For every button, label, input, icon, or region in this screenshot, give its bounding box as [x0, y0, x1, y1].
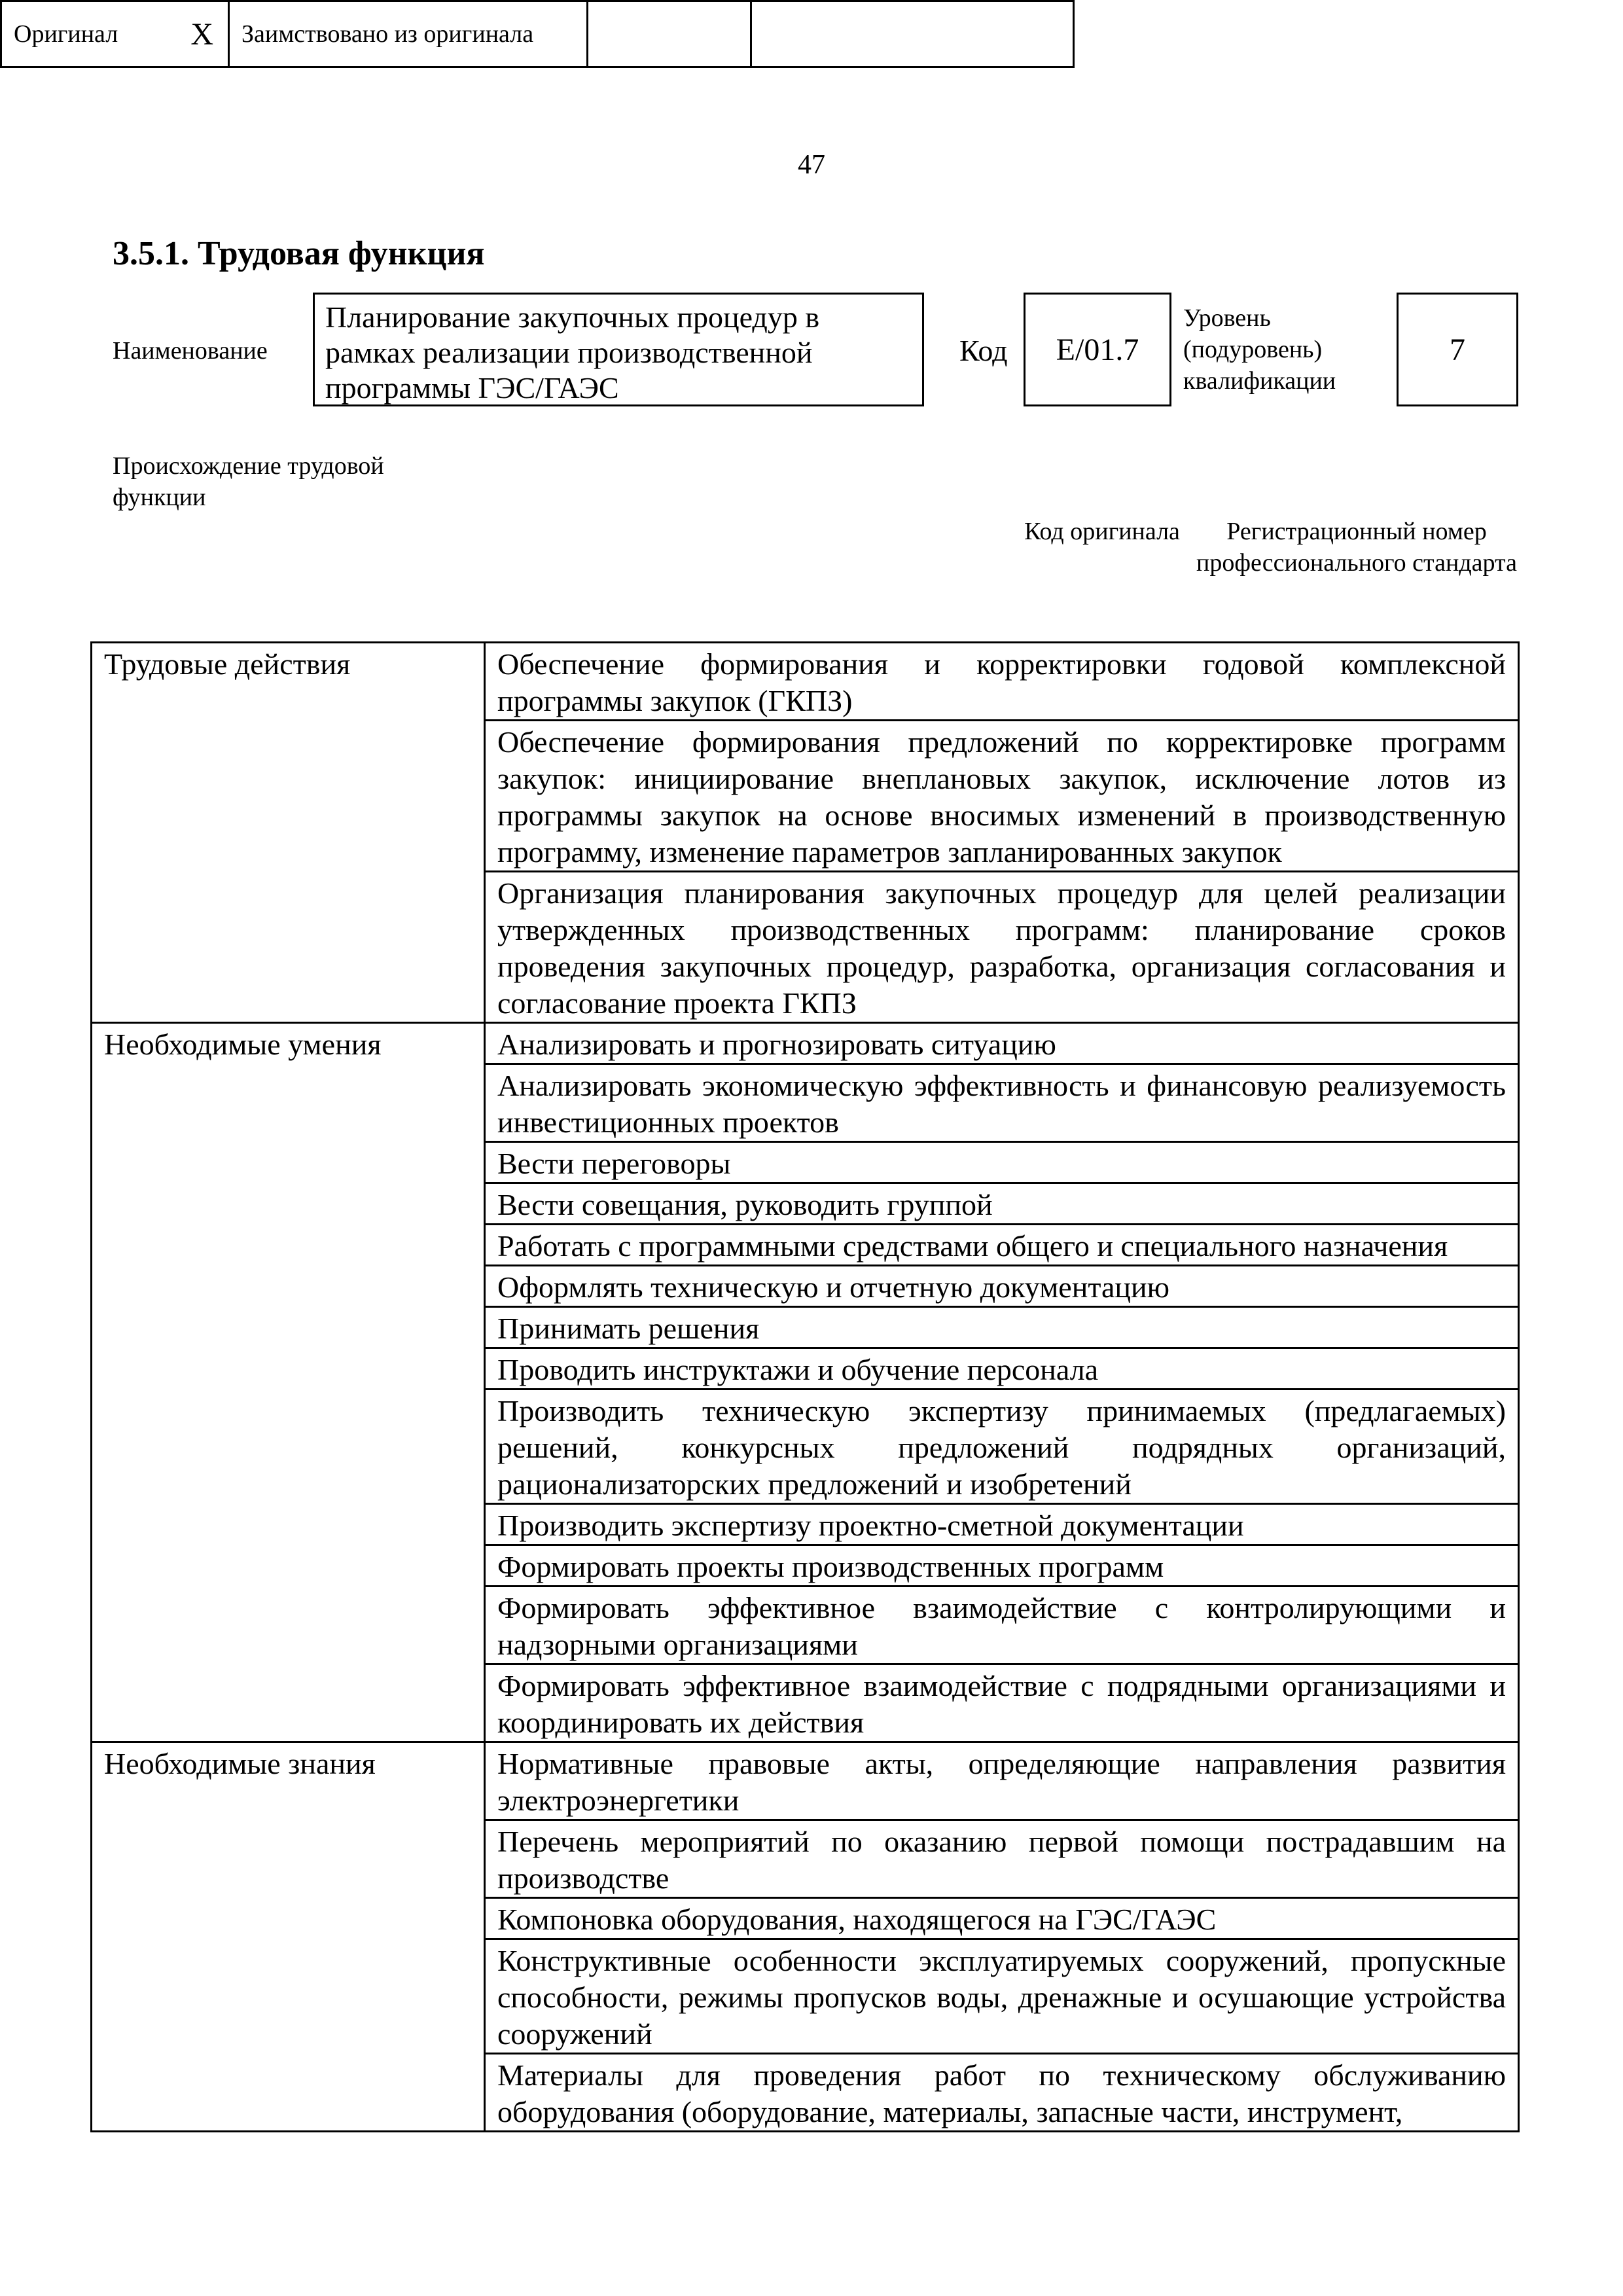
registration-number-cell — [752, 2, 1073, 66]
item-cell: Организация планирования закупочных процедур для целей реализации утвержденных производственных программ: планирование сроков проведения закупочных процедур, разработка, организация согласования и согласование проекта ГКПЗ — [485, 872, 1519, 1023]
item-cell: Формировать эффективное взаимодействие с подрядными организациями и координировать их действия — [485, 1664, 1519, 1742]
item-cell: Обеспечение формирования и корректировки годовой комплексной программы закупок (ГКПЗ) — [485, 643, 1519, 721]
borrowed-cell — [230, 2, 588, 66]
item-cell: Анализировать и прогнозировать ситуацию — [485, 1023, 1519, 1064]
table-row — [92, 1023, 1519, 1064]
name-label: Наименование — [113, 337, 268, 365]
item-cell: Анализировать экономическую эффективность и финансовую реализуемость инвестиционных проектов — [485, 1064, 1519, 1142]
function-table — [90, 641, 1520, 2132]
table-row — [92, 1742, 1519, 1820]
code-caption: Код оригинала — [1024, 518, 1180, 545]
item-cell: Вести совещания, руководить группой — [485, 1183, 1519, 1225]
code-label: Код — [959, 334, 1008, 367]
item-cell: Производить экспертизу проектно-сметной документации — [485, 1504, 1519, 1545]
item-cell: Перечень мероприятий по оказанию первой помощи пострадавшим на производстве — [485, 1820, 1519, 1898]
item-cell: Нормативные правовые акты, определяющие направления развития электроэнергетики — [485, 1742, 1519, 1820]
level-label: Уровень (подуровень) квалификации — [1183, 304, 1336, 395]
category-cell: Трудовые действия — [92, 643, 485, 1023]
origin-row — [0, 0, 1075, 68]
level-value-box: 7 — [1397, 293, 1518, 406]
table-row — [92, 643, 1519, 721]
item-cell: Компоновка оборудования, находящегося на ГЭС/ГАЭС — [485, 1898, 1519, 1939]
registration-caption: Регистрационный номер профессионального стандарта — [1196, 518, 1517, 577]
item-cell: Конструктивные особенности эксплуатируемых сооружений, пропускные способности, режимы пропусков воды, дренажные и осушающие устройства сооружений — [485, 1939, 1519, 2054]
item-cell: Проводить инструктажи и обучение персонала — [485, 1348, 1519, 1390]
item-cell: Принимать решения — [485, 1307, 1519, 1348]
item-cell: Материалы для проведения работ по техническому обслуживанию оборудования (оборудование, материалы, запасные части, инструмент, — [485, 2054, 1519, 2132]
item-cell: Оформлять техническую и отчетную документацию — [485, 1266, 1519, 1307]
category-cell: Необходимые умения — [92, 1023, 485, 1742]
item-cell: Вести переговоры — [485, 1142, 1519, 1183]
section-title: 3.5.1. Трудовая функция — [113, 235, 485, 272]
item-cell: Формировать проекты производственных программ — [485, 1545, 1519, 1587]
item-cell: Работать с программными средствами общего и специального назначения — [485, 1225, 1519, 1266]
original-cell — [2, 2, 230, 66]
original-code-cell — [588, 2, 752, 66]
item-cell: Производить техническую экспертизу принимаемых (предлагаемых) решений, конкурсных предложений подрядных организаций, рационализаторских предложений и изобретений — [485, 1390, 1519, 1504]
original-mark: X — [190, 16, 213, 52]
original-label: Оригинал — [14, 20, 118, 48]
item-cell: Обеспечение формирования предложений по корректировке программ закупок: инициирование внеплановых закупок, исключение лотов из программы закупок на основе вносимых изменений в производственную программу, изменение параметров запланированных закупок — [485, 721, 1519, 872]
page-number: 47 — [798, 150, 825, 180]
category-cell: Необходимые знания — [92, 1742, 485, 2132]
borrowed-label: Заимствовано из оригинала — [241, 20, 534, 48]
code-value-box: E/01.7 — [1024, 293, 1171, 406]
item-cell: Формировать эффективное взаимодействие с контролирующими и надзорными организациями — [485, 1587, 1519, 1664]
function-name-box: Планирование закупочных процедур в рамках реализации производственной программы ГЭС/ГАЭС — [313, 293, 924, 406]
origin-label: Происхождение трудовой функции — [113, 452, 384, 511]
